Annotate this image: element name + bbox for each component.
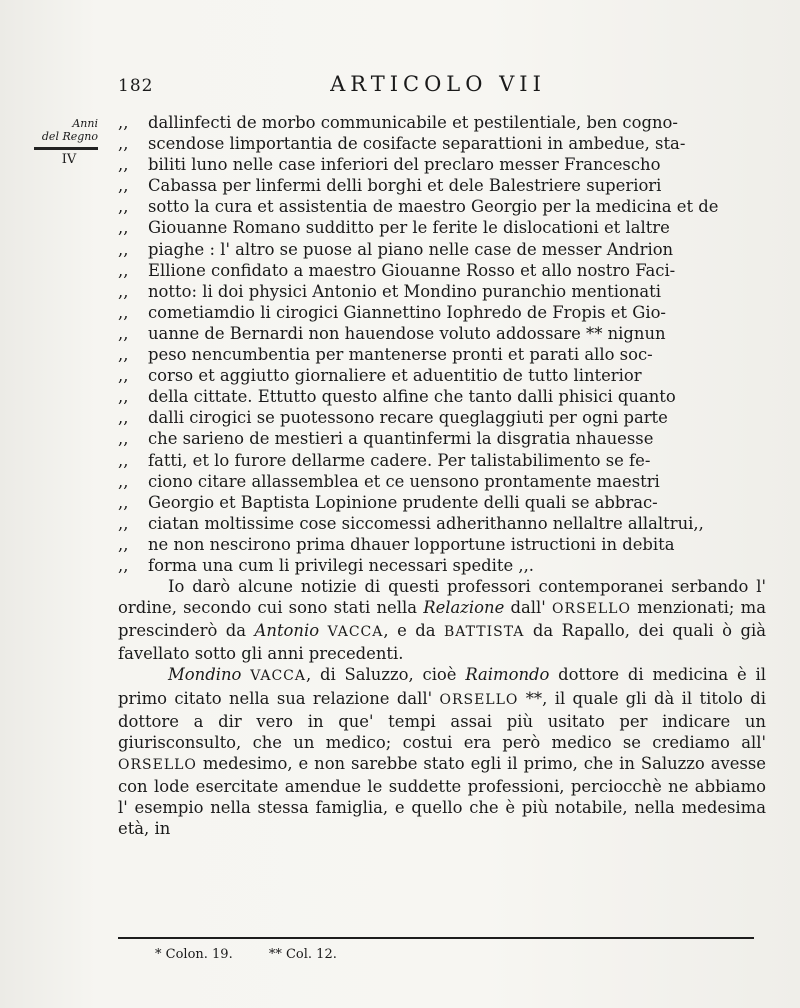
page-header [118, 72, 758, 98]
quote-line-text: dallinfecti de morbo communicabile et pestilentiale, ben cogno- [148, 113, 678, 132]
quote-line-text: dalli cirogici se puotessono recare queglaggiuti per ogni parte [148, 408, 668, 428]
quote-mark: ,, [118, 513, 129, 533]
quote-line [118, 196, 766, 217]
footnotes [155, 947, 369, 962]
quote-line-text: corso et aggiutto giornaliere et aduentitio de tutto linterior [148, 366, 642, 386]
quote-line [118, 492, 766, 513]
footnote-2: ** Col. 12. [268, 947, 337, 962]
quote-line [118, 407, 766, 428]
quote-line-text: cometiamdio li cirogici Giannettino Iophredo de Fropis et Gio- [148, 302, 666, 322]
quote-line-text: della cittate. Ettutto questo alfine che tanto dalli phisici quanto [148, 387, 676, 407]
quote-mark: ,, [118, 366, 129, 386]
margin-note-line2: del Regno [41, 130, 98, 143]
quote-mark: ,, [118, 176, 129, 196]
quote-line-text: Georgio et Baptista Lopinione prudente delli quali se abbrac- [148, 492, 658, 512]
quote-line-text: piaghe : l' altro se puose al piano nelle case de messer Andrion [148, 239, 674, 259]
quote-line-text: forma una cum li privilegi necessari spedite ,,. [148, 555, 535, 575]
footnote-1: * Colon. 19. [155, 947, 233, 962]
quote-line-text: ciono citare allassemblea et ce uensono prontamente maestri [148, 471, 660, 491]
quote-line [118, 260, 766, 281]
paragraph-mondino: Mondino VACCA, di Saluzzo, cioè Raimondo dottore di medicina è il primo citato nella sua relazione dall' ORSELLO **, il quale gli dà il titolo di dottore a dir vero in que' tempi assai più usitato per indicare un giurisconsulto, che un medico; costui era però medico se crediamo all' ORSELLO medesimo, e non sarebbe stato egli il primo, che in Saluzzo avesse con lode esercitate amendue le suddette professioni, perciocchè ne abbiamo l' esempio nella stessa famiglia, e quello che è più notabile, nella medesima età, in [118, 665, 766, 839]
quote-line [118, 450, 766, 471]
quote-mark: ,, [118, 239, 129, 259]
quote-line [118, 365, 766, 386]
quote-line-text: ne non nescirono prima dhauer lopportune istructioni in debita [148, 534, 675, 554]
margin-rule [34, 147, 98, 150]
running-title: ARTICOLO VII [330, 72, 546, 96]
quote-line-text: uanne de Bernardi non hauendose voluto addossare ** nignun [148, 323, 666, 343]
quote-mark: ,, [118, 323, 129, 343]
quote-mark: ,, [118, 450, 129, 470]
quote-mark: ,, [118, 387, 129, 407]
quote-line-text: notto: li doi physici Antonio et Mondino puranchio mentionati [148, 281, 662, 301]
quote-line-text: scendose limportantia de cosifacte separattioni in ambedue, sta- [148, 134, 686, 154]
quote-mark: ,, [118, 492, 129, 512]
quote-line-text: che sarieno de mestieri a quantinfermi la disgratia nhauesse [148, 429, 654, 449]
quote-mark: ,, [118, 408, 129, 428]
quoted-document [118, 112, 766, 576]
quote-line [118, 344, 766, 365]
quote-line-text: Giouanne Romano sudditto per le ferite le dislocationi et laltre [148, 218, 670, 238]
quote-mark: ,, [118, 281, 129, 301]
quote-mark: ,, [118, 534, 129, 554]
quote-line-text: Cabassa per linfermi delli borghi et dele Balestriere superiori [148, 176, 662, 196]
quote-line [118, 175, 766, 196]
quote-line [118, 471, 766, 492]
quote-line [118, 428, 766, 449]
quote-line-text: Ellione confidato a maestro Giouanne Rosso et allo nostro Faci- [148, 260, 676, 280]
quote-line-text: biliti luno nelle case inferiori del preclaro messer Francescho [148, 155, 661, 175]
quote-mark: ,, [118, 218, 129, 238]
quote-mark: ,, [118, 345, 129, 365]
margin-note [28, 117, 98, 166]
quote-mark: ,, [118, 155, 129, 175]
quote-line [118, 555, 766, 576]
body-text [118, 112, 766, 839]
quote-line-text: fatti, et lo furore dellarme cadere. Per talistabilimento se fe- [148, 450, 651, 470]
quote-line [118, 281, 766, 302]
footnote-rule [118, 937, 754, 939]
quote-line-text: ciatan moltissime cose siccomessi adherithanno nellaltre allaltrui,, [148, 513, 704, 533]
quote-line-text: peso nencumbentia per mantenerse pronti et parati allo soc- [148, 345, 653, 365]
quote-mark: ,, [118, 260, 129, 280]
quote-mark: ,, [118, 429, 129, 449]
quote-mark: ,, [118, 302, 129, 322]
quote-line [118, 534, 766, 555]
paragraph-intro: Io darò alcune notizie di questi professori contemporanei serbando l' ordine, secondo cui sono stati nella Relazione dall' ORSELLO menzionati; ma prescinderò da Antonio VACCA, e da BATTISTA da Rapallo, dei quali ò già favellato sotto gli anni precedenti. [118, 577, 766, 664]
margin-note-line1: Anni [72, 117, 98, 130]
quote-line [118, 217, 766, 238]
quote-line [118, 112, 766, 133]
quote-line [118, 323, 766, 344]
quote-line [118, 133, 766, 154]
quote-mark: ,, [118, 471, 129, 491]
quote-mark: ,, [118, 197, 129, 217]
page-number: 182 [118, 76, 154, 96]
quote-line-text: sotto la cura et assistentia de maestro Georgio per la medicina et de [148, 197, 719, 217]
quote-line [118, 302, 766, 323]
quote-mark: ,, [118, 113, 129, 132]
quote-line [118, 513, 766, 534]
quote-line [118, 386, 766, 407]
quote-line [118, 154, 766, 175]
quote-mark: ,, [118, 134, 129, 154]
quote-line [118, 239, 766, 260]
regnal-year-numeral: IV [61, 152, 77, 167]
quote-mark: ,, [118, 555, 129, 575]
